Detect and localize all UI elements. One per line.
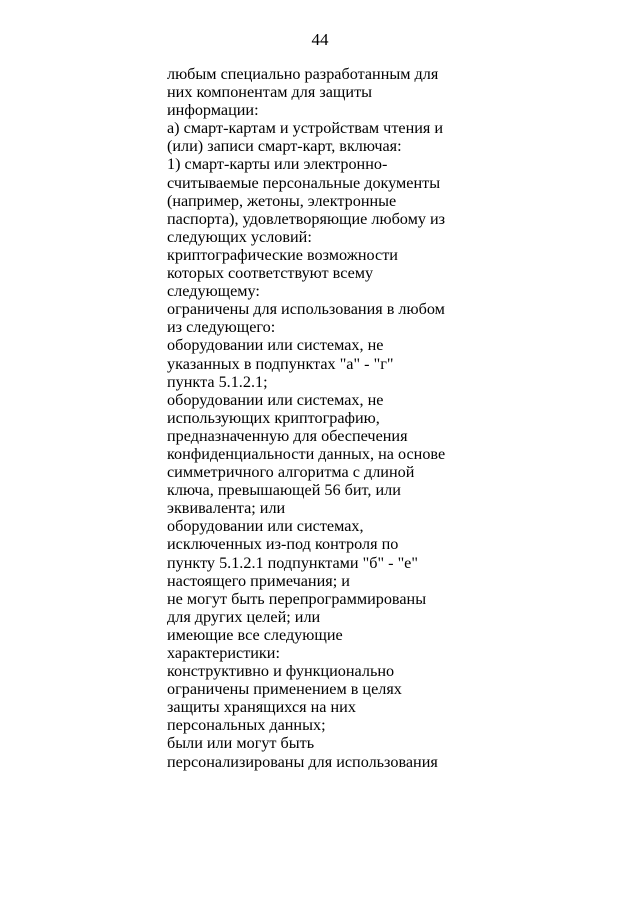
text-line: симметричного алгоритма с длиной [167,463,415,482]
text-line: имеющие все следующие [167,625,343,644]
text-line: настоящего примечания; и [167,571,350,590]
text-line: оборудовании или системах, [167,517,364,536]
text-line: них компонентам для защиты [167,83,373,102]
text-line: пункта 5.1.2.1; [167,372,268,391]
text-line: информации: [167,101,259,120]
text-line: 1) смарт-карты или электронно- [167,155,388,174]
text-line: были или могут быть [167,734,315,753]
text-line: (или) записи смарт-карт, включая: [167,137,402,156]
text-line: персонализированы для использования [167,752,438,771]
text-line: ключа, превышающей 56 бит, или [167,481,401,500]
text-line: указанных в подпунктах "а" - "г" [167,354,394,373]
body-text [167,65,457,771]
text-line: эквивалента; или [167,499,286,518]
text-line: которых соответствуют всему [167,264,374,283]
text-line: считываемые персональные документы [167,173,441,192]
text-line: исключенных из-под контроля по [167,535,399,554]
text-line: пункту 5.1.2.1 подпунктами "б" - "е" [167,553,418,572]
text-line: оборудовании или системах, не [167,390,384,409]
text-line: конструктивно и функционально [167,662,395,681]
text-line: ограничены для использования в любом [167,300,445,319]
text-line: характеристики: [167,644,280,662]
text-line: следующих условий: [167,227,312,246]
text-line: следующему: [167,282,260,301]
text-line: не могут быть перепрограммированы [167,589,427,608]
text-line: ограничены применением в целях [167,680,402,699]
text-line: а) смарт-картам и устройствам чтения и [167,119,444,138]
page-number: 44 [311,30,329,49]
text-line: предназначенную для обеспечения [167,426,408,445]
text-line: (например, жетоны, электронные [167,191,397,210]
text-line: оборудовании или системах, не [167,336,384,355]
text-line: криптографические возможности [167,245,398,264]
text-line: защиты хранящихся на них [167,698,356,717]
text-line: любым специально разработанным для [167,65,439,83]
text-line: персональных данных; [167,716,326,735]
text-line: для других целей; или [167,607,321,626]
text-line: использующих криптографию, [167,408,380,427]
text-line: паспорта), удовлетворяющие любому из [167,209,446,228]
text-line: из следующего: [167,318,276,337]
text-line: конфиденциальности данных, на основе [167,444,446,463]
